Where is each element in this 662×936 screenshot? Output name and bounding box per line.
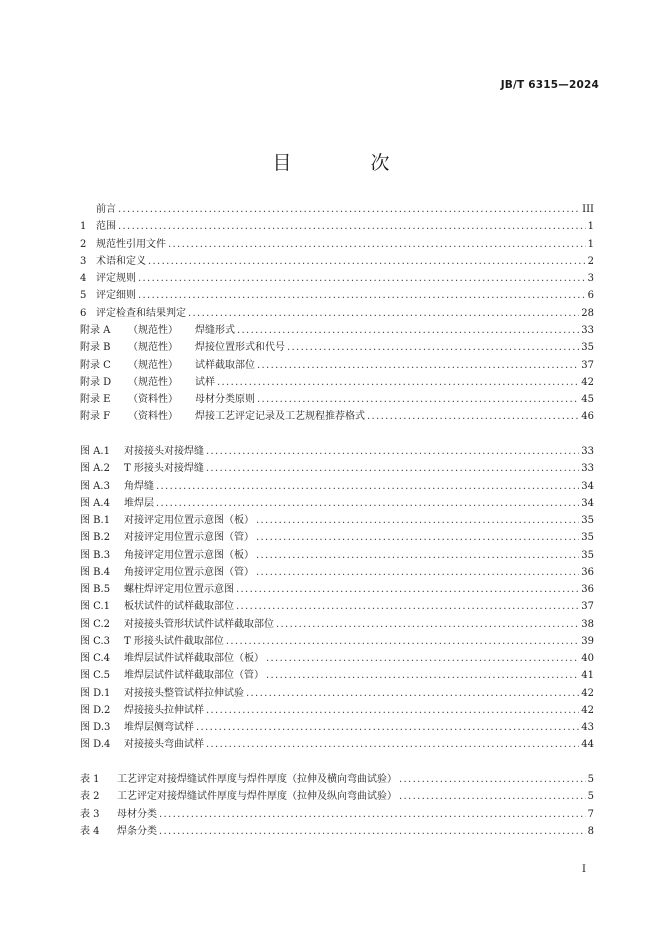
figure-title: 板状试件的试样截取部位 (124, 601, 234, 613)
toc-page-number: III (582, 204, 594, 215)
toc-page-number: 43 (581, 722, 594, 733)
toc-page-number: 33 (581, 446, 594, 457)
toc-appendix-entry[interactable] (80, 373, 594, 390)
appendix-title: 母材分类原则 (195, 394, 255, 405)
dot-leader (266, 653, 579, 664)
toc-section-entry[interactable] (80, 235, 594, 252)
dot-leader (266, 670, 579, 681)
appendix-title: 焊接位置形式和代号 (195, 342, 285, 354)
table-title: 母材分类 (117, 808, 157, 820)
toc-section-entry[interactable] (80, 200, 594, 217)
figure-code: 图 D.2 (80, 704, 111, 716)
section-title: 评定规则 (96, 273, 136, 284)
dot-leader (367, 411, 579, 422)
figure-title: 对接接头对接焊缝 (124, 446, 204, 457)
section-number: 5 (80, 290, 87, 302)
figure-title: 焊接接头拉伸试样 (124, 704, 204, 716)
toc-sections (80, 200, 594, 321)
appendix-title: 试样 (195, 376, 215, 388)
figure-code: 图 A.3 (80, 480, 110, 492)
figure-code: 图 D.1 (80, 687, 111, 699)
toc-page-number: 42 (581, 376, 594, 388)
toc-section-entry[interactable] (80, 269, 594, 286)
figure-title: 堆焊层试件试样截取部位（板） (124, 653, 264, 664)
figure-title: 角接评定用位置示意图（管） (124, 566, 254, 578)
toc-appendix-entry[interactable] (80, 321, 594, 338)
figure-code: 图 B.5 (80, 584, 111, 595)
toc-figure-entry[interactable] (80, 649, 594, 666)
figure-title: 堆焊层 (124, 497, 154, 509)
toc-page-number: 37 (581, 359, 594, 371)
toc-page-number: 7 (587, 808, 594, 820)
toc-figure-entry[interactable] (80, 632, 594, 649)
dot-leader (206, 463, 579, 474)
figure-code: 图 B.2 (80, 532, 111, 544)
dot-leader (156, 481, 579, 492)
toc-page-number: 3 (587, 273, 594, 284)
section-number: 1 (80, 221, 87, 233)
toc-table-entry[interactable] (80, 822, 594, 839)
dot-leader (156, 498, 579, 509)
toc-page-number: 5 (587, 774, 594, 785)
figure-code: 图 C.5 (80, 670, 111, 682)
dot-leader (236, 601, 579, 612)
figure-title: 对接接头整管试样拉伸试验 (124, 687, 244, 699)
table-code: 表 2 (80, 791, 100, 803)
dot-leader (206, 446, 579, 457)
table-code: 表 1 (80, 774, 100, 785)
appendix-type: （规范性） (128, 342, 178, 354)
section-number: 3 (80, 255, 87, 267)
appendix-code: 附录 B (80, 342, 111, 354)
dot-leader (188, 308, 579, 319)
figure-title: T 形接头试件截取部位 (124, 635, 224, 647)
toc-page-number: 39 (581, 635, 594, 647)
dot-leader (148, 256, 586, 267)
dot-leader (206, 705, 579, 716)
dot-leader (399, 774, 586, 785)
figure-code: 图 D.4 (80, 739, 111, 751)
appendix-type: （规范性） (128, 359, 178, 371)
dot-leader (217, 377, 579, 388)
table-code: 表 3 (80, 808, 100, 820)
toc-page-number: 35 (581, 342, 594, 354)
section-number: 6 (80, 307, 87, 319)
dot-leader (256, 550, 579, 561)
appendix-code: 附录 D (80, 376, 112, 388)
toc-figures (80, 442, 594, 753)
toc-page-number: 35 (581, 549, 594, 561)
toc-page-number: 1 (587, 221, 594, 233)
toc-page-number: 38 (581, 618, 594, 630)
figure-code: 图 C.3 (80, 635, 111, 647)
toc-figure-entry[interactable] (80, 666, 594, 683)
toc-page-number: 37 (581, 601, 594, 613)
toc-figure-entry[interactable] (80, 477, 594, 494)
table-title: 工艺评定对接焊缝试件厚度与焊件厚度（拉伸及横向弯曲试验） (117, 774, 397, 785)
toc-figure-entry[interactable] (80, 494, 594, 511)
dot-leader (159, 809, 586, 820)
figure-title: 堆焊层侧弯试样 (124, 722, 194, 733)
section-title: 前言 (96, 204, 116, 215)
toc-section-entry[interactable] (80, 286, 594, 303)
toc-page-number: 5 (587, 791, 594, 803)
toc-table-entry[interactable] (80, 805, 594, 822)
toc-figure-entry[interactable] (80, 580, 594, 597)
toc-section-entry[interactable] (80, 217, 594, 234)
figure-code: 图 B.3 (80, 549, 111, 561)
toc-page-number: 33 (581, 325, 594, 336)
toc-figure-entry[interactable] (80, 563, 594, 580)
toc-figure-entry[interactable] (80, 528, 594, 545)
appendix-title: 焊缝形式 (195, 325, 235, 336)
toc-section-entry[interactable] (80, 304, 594, 321)
toc-figure-entry[interactable] (80, 684, 594, 701)
toc-page-number: 36 (581, 584, 594, 595)
toc-page-number: 6 (587, 290, 594, 302)
dot-leader (138, 273, 586, 284)
toc-page-number: 46 (581, 411, 594, 423)
dot-leader (138, 290, 586, 301)
section-title: 范围 (96, 221, 116, 233)
appendix-type: （规范性） (128, 376, 178, 388)
dot-leader (256, 567, 579, 578)
dot-leader (237, 325, 579, 336)
dot-leader (256, 532, 579, 543)
toc-page-number: 40 (581, 653, 594, 664)
toc-page-number: 42 (581, 704, 594, 716)
figure-title: T 形接头对接焊缝 (124, 463, 204, 475)
toc-figure-entry[interactable] (80, 459, 594, 476)
toc-figure-entry[interactable] (80, 718, 594, 735)
table-code: 表 4 (80, 825, 100, 837)
toc-page-number: 44 (581, 739, 594, 751)
dot-leader (226, 636, 579, 647)
appendix-type: （资料性） (128, 411, 178, 423)
dot-leader (256, 515, 579, 526)
figure-code: 图 D.3 (80, 722, 111, 733)
figure-code: 图 C.4 (80, 653, 111, 664)
toc-page-number: 34 (581, 480, 594, 492)
dot-leader (276, 619, 579, 630)
toc-page-number: 35 (581, 515, 594, 526)
toc-page-number: 42 (581, 687, 594, 699)
toc-page-number: 45 (581, 394, 594, 405)
dot-leader (159, 826, 586, 837)
dot-leader (257, 360, 579, 371)
appendix-code: 附录 C (80, 359, 111, 371)
figure-code: 图 A.1 (80, 446, 110, 457)
toc-page-number: 36 (581, 566, 594, 578)
section-title: 规范性引用文件 (96, 238, 166, 250)
dot-leader (399, 791, 586, 802)
toc-figure-entry[interactable] (80, 511, 594, 528)
toc-tables (80, 770, 594, 839)
figure-code: 图 A.2 (80, 463, 110, 475)
figure-title: 对接接头弯曲试样 (124, 739, 204, 751)
toc-appendix-entry[interactable] (80, 407, 594, 424)
dot-leader (287, 342, 579, 353)
section-title: 术语和定义 (96, 255, 146, 267)
appendix-code: 附录 A (80, 325, 111, 336)
section-title: 评定检查和结果判定 (96, 307, 186, 319)
section-title: 评定细则 (96, 290, 136, 302)
toc-table-entry[interactable] (80, 770, 594, 787)
toc-figure-entry[interactable] (80, 442, 594, 459)
toc-section-entry[interactable] (80, 252, 594, 269)
page-number: I (582, 864, 586, 875)
appendix-type: （规范性） (128, 325, 178, 336)
toc-page-number: 8 (587, 825, 594, 837)
toc-page-number: 2 (587, 255, 594, 267)
toc-appendix-entry[interactable] (80, 356, 594, 373)
appendix-type: （资料性） (128, 394, 178, 405)
dot-leader (206, 739, 579, 750)
figure-title: 对接评定用位置示意图（管） (124, 532, 254, 544)
figure-code: 图 C.2 (80, 618, 111, 630)
toc-page-number: 34 (581, 497, 594, 509)
toc-appendix-entry[interactable] (80, 390, 594, 407)
figure-title: 对接接头管形状试件试样截取部位 (124, 618, 274, 630)
table-title: 工艺评定对接焊缝试件厚度与焊件厚度（拉伸及纵向弯曲试验） (117, 791, 397, 803)
appendix-code: 附录 E (80, 394, 111, 405)
figure-code: 图 C.1 (80, 601, 111, 613)
toc-figure-entry[interactable] (80, 701, 594, 718)
dot-leader (196, 722, 579, 733)
dot-leader (118, 221, 586, 232)
dot-leader (236, 584, 579, 595)
figure-title: 堆焊层试件试样截取部位（管） (124, 670, 264, 682)
dot-leader (168, 239, 586, 250)
figure-title: 螺柱焊评定用位置示意图 (124, 584, 234, 595)
toc-page-number: 33 (581, 463, 594, 475)
toc-page-number: 35 (581, 532, 594, 544)
toc-page-number: 28 (581, 307, 594, 319)
toc-figure-entry[interactable] (80, 546, 594, 563)
toc-page-number: 41 (581, 670, 594, 682)
dot-leader (118, 204, 580, 215)
toc-appendices (80, 321, 594, 425)
toc-figure-entry[interactable] (80, 735, 594, 752)
toc-page-number: 1 (587, 238, 594, 250)
figure-code: 图 B.1 (80, 515, 111, 526)
figure-code: 图 A.4 (80, 497, 110, 509)
section-number: 4 (80, 273, 87, 284)
toc-figure-entry[interactable] (80, 597, 594, 614)
appendix-title: 试样截取部位 (195, 359, 255, 371)
section-number: 2 (80, 238, 87, 250)
toc-table-entry[interactable] (80, 787, 594, 804)
toc-appendix-entry[interactable] (80, 338, 594, 355)
standard-code: JB/T 6315—2024 (500, 79, 599, 91)
appendix-code: 附录 F (80, 411, 111, 423)
figure-code: 图 B.4 (80, 566, 111, 578)
table-title: 焊条分类 (117, 825, 157, 837)
figure-title: 角接评定用位置示意图（板） (124, 549, 254, 561)
page-title: 目 次 (272, 152, 420, 174)
figure-title: 对接评定用位置示意图（板） (124, 515, 254, 526)
figure-title: 角焊缝 (124, 480, 154, 492)
appendix-title: 焊接工艺评定记录及工艺规程推荐格式 (195, 411, 365, 423)
dot-leader (246, 688, 579, 699)
toc-figure-entry[interactable] (80, 615, 594, 632)
dot-leader (257, 394, 579, 405)
